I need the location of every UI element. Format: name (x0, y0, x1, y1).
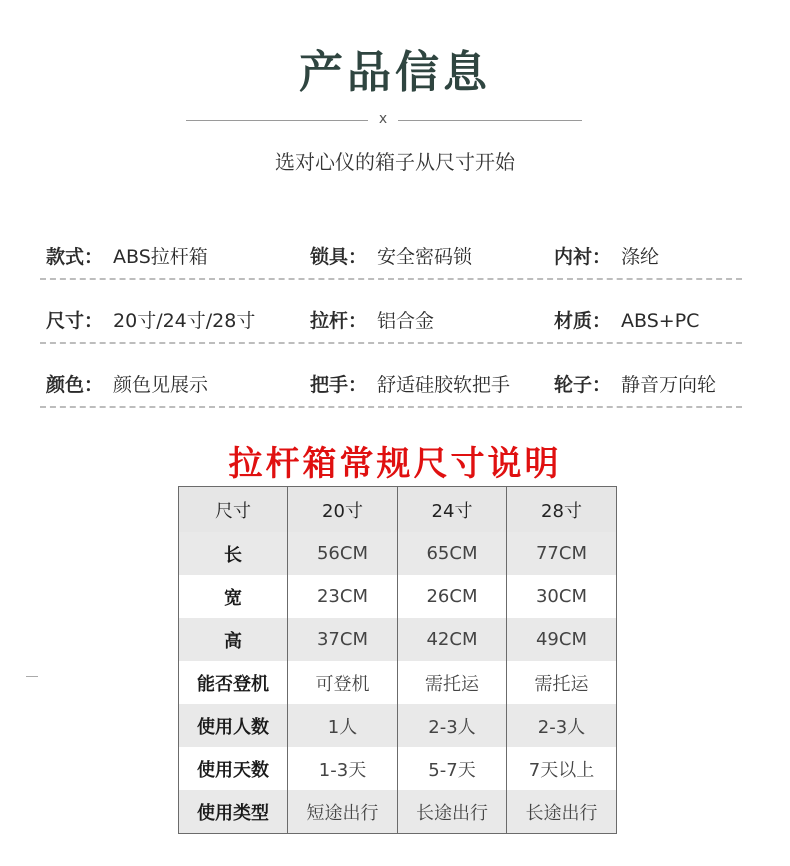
table-cell: 65CM (398, 532, 507, 575)
table-cell: 30CM (507, 575, 617, 618)
table-header-cell: 28寸 (507, 487, 617, 533)
spec-value: 舒适硅胶软把手 (377, 374, 511, 396)
spec-value: 安全密码锁 (377, 246, 473, 268)
spec-row (40, 236, 742, 280)
table-cell: 42CM (398, 618, 507, 661)
table-header-cell: 24寸 (398, 487, 507, 533)
spec-value: 20寸/24寸/28寸 (113, 310, 256, 332)
spec-wheels (554, 370, 716, 397)
table-cell: 23CM (288, 575, 398, 618)
table-cell: 5-7天 (398, 747, 507, 790)
title-divider-right (398, 120, 582, 121)
spec-label: 轮子： (554, 374, 612, 396)
table-row (179, 790, 617, 834)
table-cell: 77CM (507, 532, 617, 575)
spec-label: 拉杆： (310, 310, 368, 332)
spec-value: ABS+PC (621, 310, 700, 332)
spec-value: ABS拉杆箱 (113, 246, 208, 268)
table-row-label: 高 (179, 618, 288, 661)
table-header-cell: 尺寸 (179, 487, 288, 533)
spec-label: 锁具： (310, 246, 368, 268)
table-row (179, 747, 617, 790)
table-cell: 26CM (398, 575, 507, 618)
table-cell: 56CM (288, 532, 398, 575)
spec-label: 尺寸： (46, 310, 104, 332)
table-cell: 长途出行 (398, 790, 507, 834)
size-table (178, 486, 617, 834)
spec-label: 款式： (46, 246, 104, 268)
table-cell: 短途出行 (288, 790, 398, 834)
table-row-label: 使用人数 (179, 704, 288, 747)
table-cell: 可登机 (288, 661, 398, 704)
table-row (179, 532, 617, 575)
divider-mark: x (378, 111, 388, 127)
spec-label: 内衬： (554, 246, 612, 268)
table-row-label: 宽 (179, 575, 288, 618)
spec-value: 铝合金 (377, 310, 435, 332)
decorative-mark (26, 676, 38, 677)
table-cell: 2-3人 (398, 704, 507, 747)
title-divider-left (186, 120, 368, 121)
table-cell: 49CM (507, 618, 617, 661)
table-row (179, 661, 617, 704)
spec-grip (310, 370, 510, 397)
table-row (179, 704, 617, 747)
table-cell: 1-3天 (288, 747, 398, 790)
spec-size (46, 306, 255, 333)
table-cell: 2-3人 (507, 704, 617, 747)
spec-label: 颜色： (46, 374, 104, 396)
table-row-label: 能否登机 (179, 661, 288, 704)
table-row-label: 使用天数 (179, 747, 288, 790)
spec-value: 涤纶 (621, 246, 660, 268)
page-title: 产品信息 (299, 47, 491, 98)
table-row (179, 618, 617, 661)
table-header-row (179, 487, 617, 533)
spec-color (46, 370, 208, 397)
table-cell: 需托运 (507, 661, 617, 704)
size-section-title: 拉杆箱常规尺寸说明 (228, 444, 562, 484)
table-cell: 37CM (288, 618, 398, 661)
table-cell: 需托运 (398, 661, 507, 704)
spec-style (46, 242, 208, 269)
spec-lining (554, 242, 659, 269)
spec-value: 颜色见展示 (113, 374, 209, 396)
table-row (179, 575, 617, 618)
table-header-cell: 20寸 (288, 487, 398, 533)
table-cell: 7天以上 (507, 747, 617, 790)
spec-handle-bar (310, 306, 434, 333)
spec-row (40, 364, 742, 408)
spec-label: 把手： (310, 374, 368, 396)
spec-material (554, 306, 699, 333)
page-subtitle: 选对心仪的箱子从尺寸开始 (275, 150, 515, 174)
spec-lock (310, 242, 472, 269)
table-cell: 1人 (288, 704, 398, 747)
spec-row (40, 300, 742, 344)
spec-label: 材质： (554, 310, 612, 332)
spec-value: 静音万向轮 (621, 374, 717, 396)
table-cell: 长途出行 (507, 790, 617, 834)
table-row-label: 使用类型 (179, 790, 288, 834)
table-row-label: 长 (179, 532, 288, 575)
